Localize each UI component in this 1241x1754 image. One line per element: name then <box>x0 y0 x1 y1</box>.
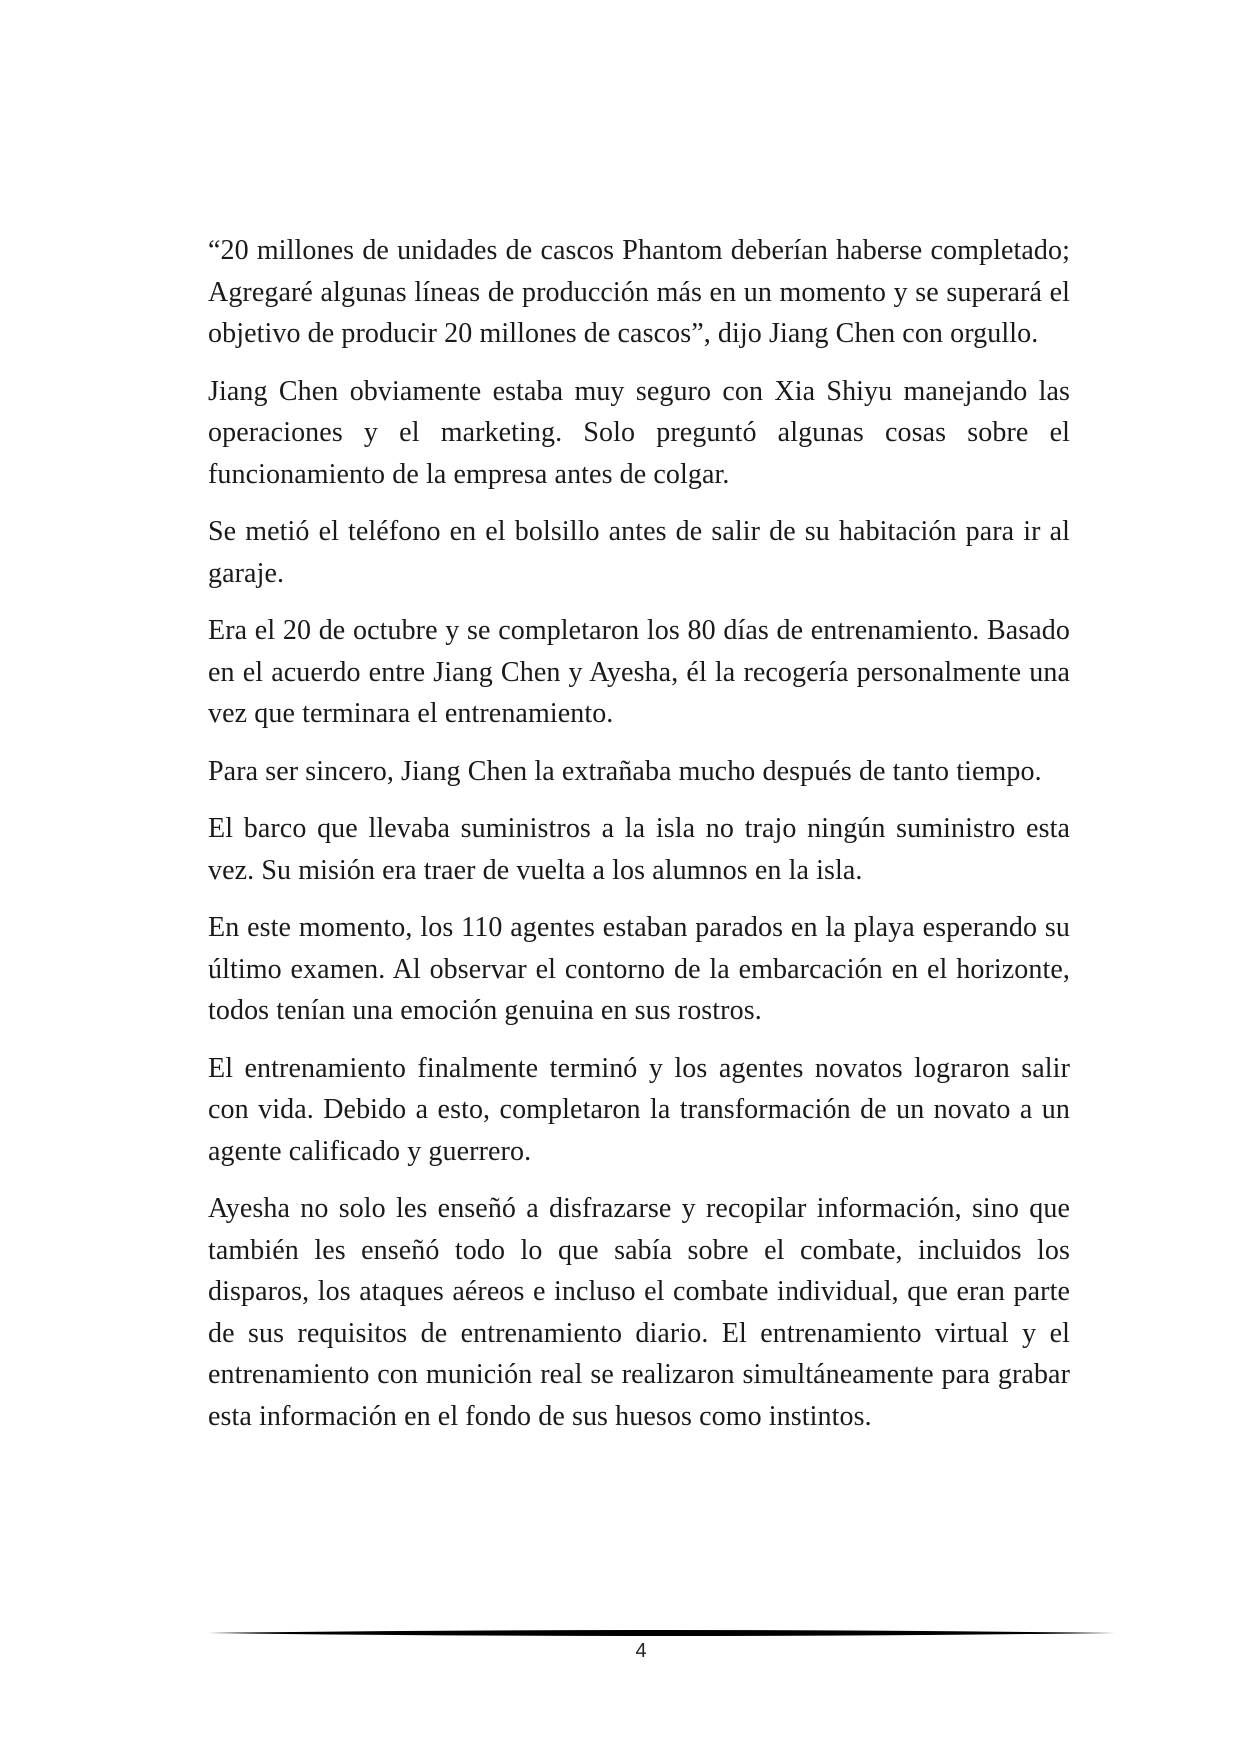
paragraph-2: Jiang Chen obviamente estaba muy seguro con Xia Shiyu manejando las operaciones y el marketing. Solo preguntó algunas cosas sobre el funcionamiento de la empresa antes de colgar. <box>208 375 1070 490</box>
paragraph-6: El barco que llevaba suministros a la isla no trajo ningún suministro esta vez. Su misión era traer de vuelta a los alumnos en la isla. <box>208 813 1070 886</box>
paragraph-5: Para ser sincero, Jiang Chen la extrañaba mucho después de tanto tiempo. <box>208 755 1042 787</box>
paragraph-4: Era el 20 de octubre y se completaron los 80 días de entrenamiento. Basado en el acuerdo entre Jiang Chen y Ayesha, él la recogería personalmente una vez que terminara el entrenamiento. <box>208 615 1070 729</box>
page-number: 4 <box>635 1640 647 1662</box>
paragraph-8: El entrenamiento finalmente terminó y los agentes novatos lograron salir con vida. Debido a esto, completaron la transformación de un novato a un agente calificado y guerrero. <box>208 1052 1070 1167</box>
paragraph-9: Ayesha no solo les enseñó a disfrazarse y recopilar información, sino que también les enseñó todo lo que sabía sobre el combate, incluidos los disparos, los ataques aéreos e incluso el combate individual, que eran parte de sus requisitos de entrenamiento diario. El entrenamiento virtual y el entrenamiento con munición real se realizaron simultáneamente para grabar esta información en el fondo de sus huesos como instintos. <box>208 1193 1070 1432</box>
footer-divider <box>208 1628 1115 1638</box>
footer-divider-shape <box>208 1630 1115 1636</box>
paragraph-7: En este momento, los 110 agentes estaban parados en la playa esperando su último examen. Al observar el contorno de la embarcación en el horizonte, todos tenían una emoción genuina en sus rostros. <box>208 912 1070 1026</box>
page-body <box>208 230 1070 1453</box>
paragraph-1: “20 millones de unidades de cascos Phantom deberían haberse completado; Agregaré algunas líneas de producción más en un momento y se superará el objetivo de producir 20 millones de cascos”, dijo Jiang Chen con orgullo. <box>208 235 1070 349</box>
paragraph-3: Se metió el teléfono en el bolsillo antes de salir de su habitación para ir al garaje. <box>208 516 1070 589</box>
